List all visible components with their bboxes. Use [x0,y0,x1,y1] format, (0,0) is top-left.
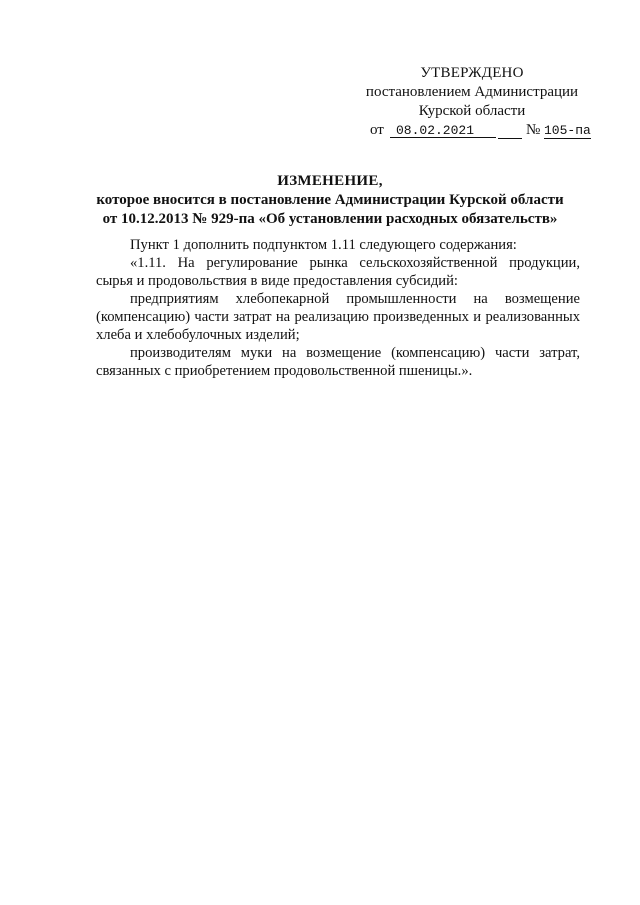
document-heading [80,172,580,229]
approved-label: УТВЕРЖДЕНО [420,65,524,81]
body-paragraph: предприятиям хлебопекарной промышленности на возмещение (компенсацию) части затрат на реализацию произведенных и реализованных хлеба и хлебобулочных изделий; [96,291,580,343]
number-sign-label: № [526,122,541,138]
approval-date: 08.02.2021 [390,121,496,138]
document-body [96,236,580,380]
heading-line-1: которое вносится в постановление Администрации Курской области [96,192,564,208]
approval-date-line [352,121,592,140]
body-paragraph: «1.11. На регулирование рынка сельскохозяйственной продукции, сырья и продовольствия в виде предоставления субсидий: [96,255,580,289]
date-blank-underline [498,121,522,139]
body-paragraph: производителям муки на возмещение (компенсацию) части затрат, связанных с приобретением продовольственной пшеницы.». [96,345,580,379]
date-from-label: от [370,122,384,138]
heading-line-2: от 10.12.2013 № 929-па «Об установлении расходных обязательств» [102,211,558,227]
heading-title: ИЗМЕНЕНИЕ, [277,173,383,189]
approved-region: Курской области [418,103,526,119]
approved-by-resolution: постановлением Администрации [365,84,579,100]
approval-number: 105-па [544,123,591,138]
body-paragraph: Пункт 1 дополнить подпунктом 1.11 следующего содержания: [130,237,517,253]
approval-stamp-block [352,64,592,140]
